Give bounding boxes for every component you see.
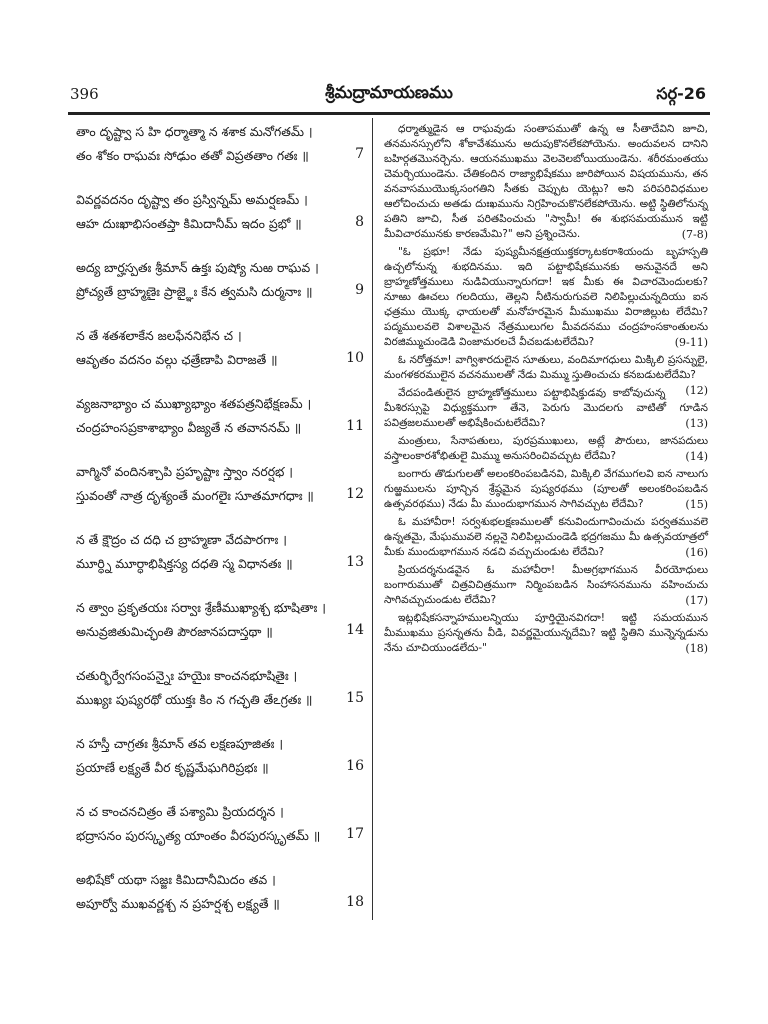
verse bbox=[68, 122, 364, 190]
verse-line: ఆహ దుఃఖాభిసంతప్తా కిమిదానీమ్ ఇదం ప్రభో ॥ bbox=[76, 216, 302, 231]
verse bbox=[68, 734, 364, 802]
verse-line: వ్యజనాభ్యాం చ ముఖ్యాభ్యాం శతపత్రనిభేక్షణమ్ । bbox=[76, 396, 312, 411]
verse-number: 11 bbox=[346, 418, 364, 434]
verse-line: అద్య బార్హస్పతః శ్రీమాన్ ఉక్తః పుష్యో నుఱ రాఘవ । bbox=[76, 260, 319, 275]
verse bbox=[68, 530, 364, 598]
commentary-column bbox=[384, 122, 708, 659]
commentary-text: ఓ నరోత్తమా! వాగ్విశారదులైన సూతులు, వందిమాగధులు మిక్కిలి ప్రసన్నులై, మంగళకరములైన వచనములతో నేడు మిమ్ము స్తుతించుచు కనబడుటలేదేమి? bbox=[384, 354, 708, 381]
commentary-text: మంత్రులు, సేనాపతులు, పురప్రముఖులు, అట్లే పౌరులు, జానపదులు వస్త్రాలంకారశోభితులై మిమ్ము అనుసరించివచ్చుట లేదేమి? bbox=[384, 435, 708, 462]
verse-line: న చ కాంచనచిత్రం తే పశ్యామి ప్రియదర్శన । bbox=[76, 804, 284, 819]
verse-line: న హస్తీ చాగ్రతః శ్రీమాన్ తవ లక్షణపూజితః । bbox=[76, 736, 284, 751]
verse-number: 10 bbox=[346, 350, 364, 366]
verse bbox=[68, 190, 364, 258]
commentary-paragraph bbox=[384, 353, 708, 397]
commentary-paragraph bbox=[384, 611, 708, 656]
verse bbox=[68, 326, 364, 394]
verse-line: వివర్ణవదనం దృష్ట్వా తం ప్రస్విన్నమ్ అమర్షణమ్ । bbox=[76, 192, 308, 207]
commentary-paragraph bbox=[384, 515, 708, 560]
verse-reference: (13) bbox=[685, 417, 708, 430]
verse bbox=[68, 598, 364, 666]
commentary-text: ఓ మహావీరా! సర్వశుభలక్షణములతో కనువిందుగావించుచు పర్వతమువలె ఉన్నతమై, మేఘమువలె నల్లనై నిలిపిల్లుచుండెడి భద్రగజము మీ ఉత్సవయాత్రలో మీకు ముందుభాగమున నడచి వచ్చుచుండుట లేదేమి? bbox=[384, 516, 708, 558]
verse-line: భద్రాసనం పురస్కృత్య యాంతం వీరపురస్కృతమ్ ॥ bbox=[76, 828, 321, 843]
commentary-text: ధర్మాత్ముడైన ఆ రాఘవుడు సంతాపముతో ఉన్న ఆ సీతాదేవిని జూచి, తనమనస్సులోని శోకావేశమును అదుపుకొనలేకపోయెను. అందువలన దానిని బహిర్గతమొనర్చెను. ఆయనముఖము వెలవెలబోయియుండెను. శరీరమంతయు చెమర్చియుండెను. చేతికందిన రాజ్యాభిషేకము జారిపోయిన విషయమును, తన వనవాసముయొక్కసంగతిని సీతకు చెప్పుట యెట్లు? అని పరిపరివిధముల ఆలోచించుచు అతడు దుఃఖమును నిగ్రహించుకొనలేకపోయెను. అట్టి స్థితిలోనున్న పతిని జూచి, సీత పరితపించుచు "స్వామీ! ఈ శుభసమయమున ఇట్టి మీవిచారమునకు కారణమేమి?" అని ప్రశ్నించెను. bbox=[384, 123, 708, 240]
page-number: 396 bbox=[70, 85, 99, 103]
verse-line: తం శోకం రాఘవః సోఢుం తతో విప్రతతాం గతః ॥ bbox=[76, 148, 309, 163]
verse-number: 18 bbox=[346, 894, 364, 910]
verse-reference: (7-8) bbox=[681, 228, 708, 241]
verse-line: మూర్ధ్ని మూర్ధాభిషిక్తస్య దధతి స్మ విధానతః ॥ bbox=[76, 556, 293, 571]
verse-line: చంద్రహంసప్రకాశాభ్యాం వీజ్యతే న తవాననమ్ ॥ bbox=[76, 420, 302, 435]
verse bbox=[68, 666, 364, 734]
verse-column bbox=[68, 122, 364, 938]
verse-number: 7 bbox=[355, 146, 364, 162]
verse bbox=[68, 258, 364, 326]
verse-line: ఆవృతం వదనం వల్గు ఛత్రేణాపి విరాజతే ॥ bbox=[76, 352, 278, 367]
commentary-text: ఇట్లభిషేకసన్నాహములన్నియు పూర్తియైనవిగదా! ఇట్టి సమయమున మీముఖము ప్రసన్నతను వీడి, వివర్ణమైయున్నదేమి? ఇట్టి స్థితిని మున్నెన్నడును నేను చూచియుండలేదు-" bbox=[384, 612, 708, 654]
commentary-paragraph bbox=[384, 563, 708, 608]
verse-number: 15 bbox=[346, 690, 364, 706]
verse-line: చతుర్భిర్వేగసంపన్నైః హయైః కాంచనభూషితైః । bbox=[76, 668, 298, 683]
chapter-label: సర్గ-26 bbox=[656, 84, 706, 103]
verse-number: 13 bbox=[346, 554, 364, 570]
verse-line: ముఖ్యః పుష్యరథో యుక్తః కిం న గచ్ఛతి తేఽగ్రతః ॥ bbox=[76, 692, 313, 707]
verse-line: ప్రోచ్యతే బ్రాహ్మణైః ప్రాజ్ఞైః కేన త్వమసి దుర్మనాః ॥ bbox=[76, 284, 313, 299]
commentary-paragraph bbox=[384, 386, 708, 431]
column-divider bbox=[372, 118, 373, 920]
verse-line: న తే క్షౌద్రం చ దధి చ బ్రాహ్మణా వేదపారగాః । bbox=[76, 532, 287, 547]
verse-reference: (9-11) bbox=[674, 336, 708, 349]
verse-reference: (18) bbox=[685, 642, 708, 655]
commentary-text: ప్రియదర్శనుడవైన ఓ మహావీరా! మీఅగ్రభాగమున వీరయోధులు బంగారుముతో చిత్రవిచిత్రముగా నిర్మింపబడిన సింహాసనమును వహించుచు సాగివచ్చుచుండుట లేదేమి? bbox=[384, 564, 708, 606]
verse-reference: (15) bbox=[685, 498, 708, 511]
page-header bbox=[68, 82, 710, 108]
verse-number: 12 bbox=[346, 486, 364, 502]
verse-reference: (16) bbox=[685, 546, 708, 559]
verse-line: తాం దృష్ట్వా స హి ధర్మాత్మా న శశాక మనోగతమ్ । bbox=[76, 124, 313, 139]
verse-number: 16 bbox=[346, 758, 364, 774]
page-title: శ్రీమద్రామాయణము bbox=[325, 83, 453, 103]
verse-line: అనువ్రజితుమిచ్ఛంతి పౌరజానపదాస్తథా ॥ bbox=[76, 624, 273, 639]
verse-number: 17 bbox=[346, 826, 364, 842]
verse-line: అపూర్వో ముఖవర్ణశ్చ న ప్రహర్షశ్చ లక్ష్యతే ॥ bbox=[76, 896, 280, 911]
commentary-text: బంగారు తొడుగులతో అలంకరింపబడినవి, మిక్కిలి వేగముగలవి ఐన నాలుగు గుఱ్ఱములను పూన్చిన శ్రేష్ఠమైన పుష్యరథము (పూలతో అలంకరింపబడిన ఉత్సవరథము) నేడు మీ ముందుభాగమున సాగివచ్చుట లేదేమి? bbox=[384, 468, 708, 510]
verse bbox=[68, 870, 364, 938]
verse bbox=[68, 802, 364, 870]
verse-line: న తే శతశలాకేన జలఫేననిభేన చ । bbox=[76, 328, 242, 343]
verse-reference: (12) bbox=[685, 384, 708, 397]
verse-number: 8 bbox=[355, 214, 364, 230]
verse-line: స్తువంతో నాత్ర దృశ్యంతే మంగలైః సూతమాగధాః ॥ bbox=[76, 488, 314, 503]
commentary-paragraph bbox=[384, 122, 708, 242]
header-rule-secondary bbox=[68, 114, 710, 115]
verse-reference: (17) bbox=[685, 594, 708, 607]
commentary-paragraph bbox=[384, 245, 708, 350]
verse-line: న త్వాం ప్రకృతయః సర్వాః శ్రేణీముఖ్యాశ్చ భూషితాః । bbox=[76, 600, 326, 615]
commentary-text: "ఓ ప్రభూ! నేడు పుష్యమీనక్షత్రయుక్తకర్కాటకరాశియందు బృహస్పతి ఉచ్చలోనున్న శుభదినము. ఇది పట్టాభిషేకమునకు అనువైనదే అని బ్రాహ్మణోత్తములు నుడివియున్నారుగదా! ఇక మీకు ఈ విచారమెందులకు? నూఱు ఊచలు గలదియు, తెల్లని నీటినురుగువలె నిలిపిల్లుచున్నదియు ఐన ఛత్రము యొక్క ఛాయలతో మనోహరమైన మీముఖము విరాజిల్లుట లేదేమి? పద్మములవలె విశాలమైన నేత్రములుగల మీవదనము చంద్రహంసకాంతులను విరజిమ్ముచుండెడి వింజామరలచే వీచబడుటలేదేమి? bbox=[384, 246, 708, 348]
commentary-paragraph bbox=[384, 434, 708, 464]
commentary-text: వేదపండితులైన బ్రాహ్మణోత్తములు పట్టాభిషిక్తుడవు కాబోవుచున్న మీశిరస్సుపై విధ్యుక్తముగా తేనె, పెరుగు మొదలగు వాటితో గూడిన పవిత్రజలములతో అభిషేకించుటలేదేమి? bbox=[384, 387, 708, 429]
verse-reference: (14) bbox=[685, 450, 708, 463]
verse-number: 9 bbox=[355, 282, 364, 298]
verse bbox=[68, 462, 364, 530]
commentary-paragraph bbox=[384, 467, 708, 512]
verse-line: వాగ్మినో వందినశ్చాపి ప్రహృష్టాః స్త్వాం నరర్షభ । bbox=[76, 464, 293, 479]
verse-line: ప్రయాణే లక్ష్యతే వీర కృష్ణమేఘగిరిప్రభః ॥ bbox=[76, 760, 269, 775]
verse-line: అభిషేకో యథా సజ్జః కిమిదానీమిదం తవ । bbox=[76, 872, 276, 887]
verse-number: 14 bbox=[346, 622, 364, 638]
verse bbox=[68, 394, 364, 462]
